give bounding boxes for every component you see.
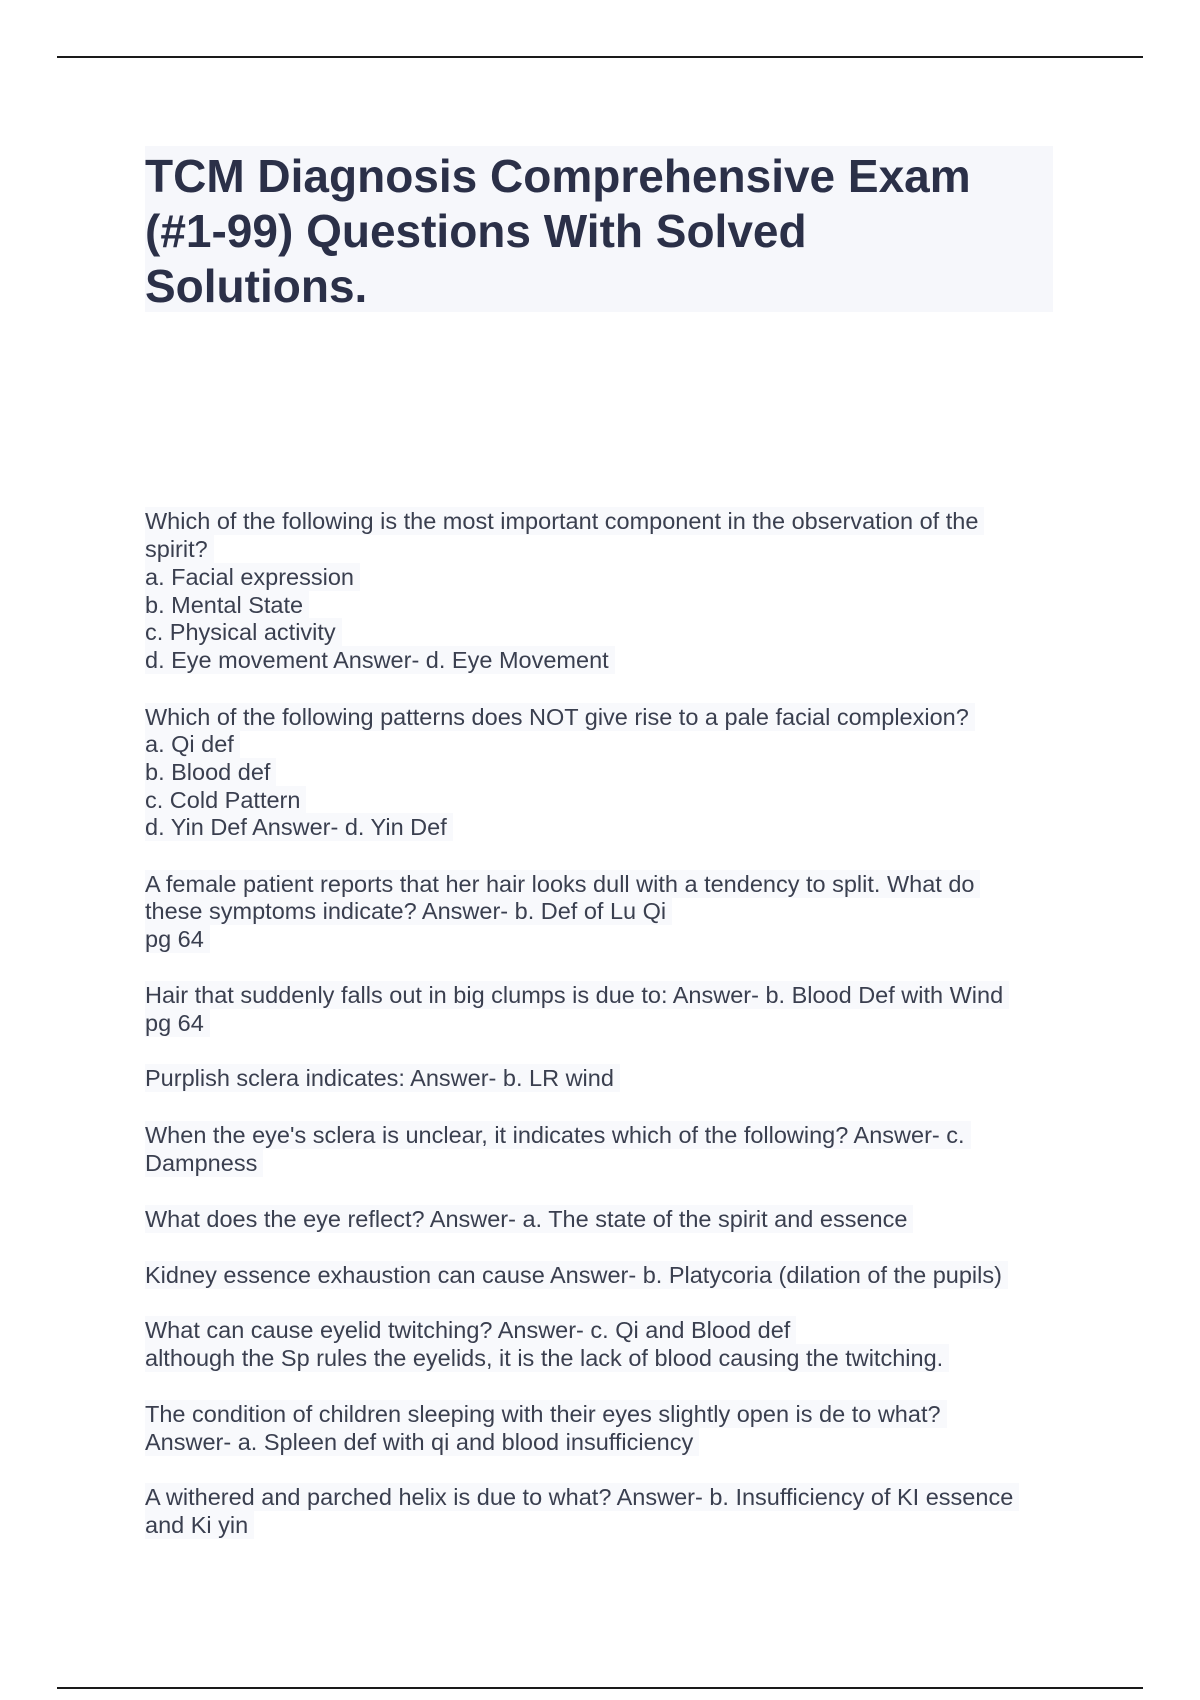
question-2-option-d-answer: d. Yin Def Answer- d. Yin Def [145,813,453,841]
question-11-answer: A withered and parched helix is due to what? Answer- b. Insufficiency of KI essence [145,1483,1019,1511]
question-4-answer: Hair that suddenly falls out in big clumps is due to: Answer- b. Blood Def with Wind [145,981,1009,1009]
question-6-answer: When the eye's sclera is unclear, it indicates which of the following? Answer- c. [145,1121,971,1149]
question-3-answer: these symptoms indicate? Answer- b. Def of Lu Qi [145,897,672,925]
question-5-answer: Purplish sclera indicates: Answer- b. LR wind [145,1064,620,1092]
bottom-rule [57,1687,1143,1689]
question-11-answer-cont: and Ki yin [145,1511,254,1539]
title-line-2: (#1-99) Questions With Solved [145,205,807,257]
title-line-1: TCM Diagnosis Comprehensive Exam [145,150,971,202]
question-9-answer: What can cause eyelid twitching? Answer- c. Qi and Blood def [145,1316,796,1344]
question-2-option-c: c. Cold Pattern [145,786,306,814]
question-3-page-ref: pg 64 [145,925,210,953]
document-title [145,146,1053,312]
question-4-page-ref: pg 64 [145,1009,210,1037]
question-1-text-cont: spirit? [145,535,214,563]
question-3-text: A female patient reports that her hair looks dull with a tendency to split. What do [145,870,980,898]
question-10-answer: Answer- a. Spleen def with qi and blood insufficiency [145,1428,699,1456]
title-line-3: Solutions. [145,260,368,312]
question-9-explanation: although the Sp rules the eyelids, it is the lack of blood causing the twitching. [145,1344,949,1372]
question-2-text: Which of the following patterns does NOT give rise to a pale facial complexion? [145,703,975,731]
question-2-option-a: a. Qi def [145,730,240,758]
question-10-text: The condition of children sleeping with their eyes slightly open is de to what? [145,1400,947,1428]
question-8-answer: Kidney essence exhaustion can cause Answer- b. Platycoria (dilation of the pupils) [145,1261,1008,1289]
question-1-option-c: c. Physical activity [145,618,342,646]
question-1-option-d-answer: d. Eye movement Answer- d. Eye Movement [145,646,615,674]
top-rule [57,56,1143,58]
question-1-option-a: a. Facial expression [145,563,360,591]
question-1-option-b: b. Mental State [145,591,309,619]
question-2-option-b: b. Blood def [145,758,276,786]
question-6-answer-cont: Dampness [145,1149,263,1177]
question-7-answer: What does the eye reflect? Answer- a. The state of the spirit and essence [145,1205,913,1233]
question-1-text: Which of the following is the most important component in the observation of the [145,507,984,535]
